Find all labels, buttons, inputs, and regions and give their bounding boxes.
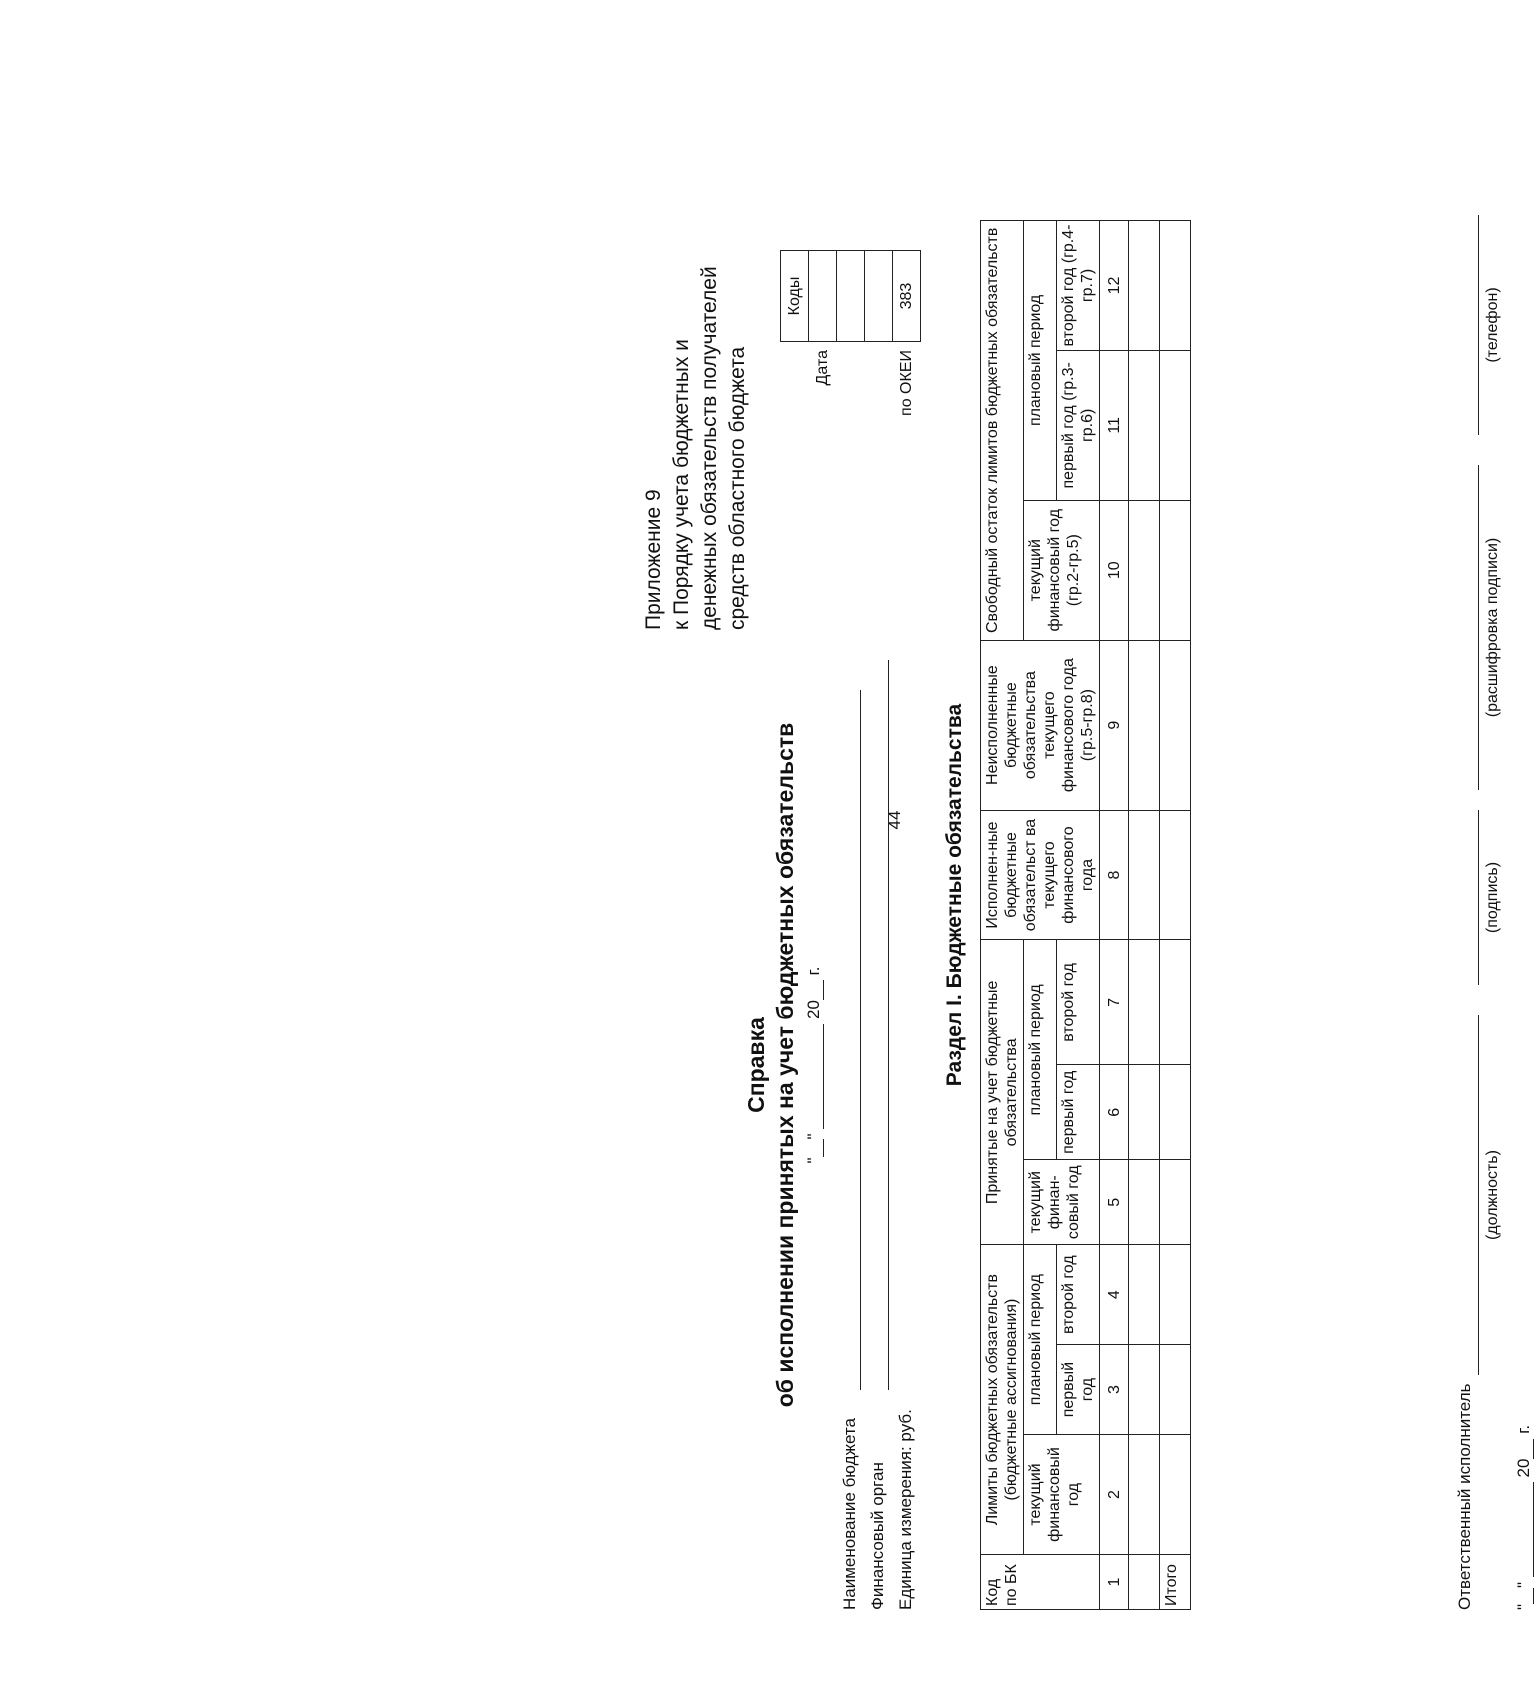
header-free-current: текущий финансовый год (гр.2-гр.5)	[1024, 500, 1100, 640]
col-num: 9	[1100, 640, 1129, 810]
header-accepted-planning: плановый период	[1024, 940, 1057, 1160]
code-cell-3	[865, 251, 893, 342]
appendix-line-4: средств областного бюджета	[726, 346, 749, 630]
document-title: Справка	[743, 1017, 769, 1113]
header-accepted-second: второй год	[1057, 940, 1100, 1065]
form-sheet	[640, 170, 1540, 1620]
col-num: 12	[1100, 221, 1129, 351]
header-limits-planning: плановый период	[1024, 1245, 1057, 1435]
phone-line	[1478, 215, 1479, 435]
decoding-line	[1478, 465, 1479, 790]
appendix-line-1: Приложение 9	[642, 489, 665, 630]
section-title: Раздел I. Бюджетные обязательства	[943, 703, 966, 1087]
signature-caption: (подпись)	[1484, 861, 1501, 934]
document-subtitle: об исполнении принятых на учет бюджетных обязательств	[772, 722, 798, 1408]
code-cell-2	[837, 251, 865, 342]
signature-line	[1478, 810, 1479, 985]
financial-body-label: Финансовый орган	[868, 1462, 887, 1610]
appendix-line-2: к Порядку учета бюджетных и	[670, 339, 693, 630]
budget-name-line	[860, 690, 861, 1390]
col-num: 10	[1100, 500, 1129, 640]
unit-label: Единица измерения: руб.	[896, 1409, 915, 1610]
header-accepted-current: текущий финан-совый год	[1024, 1160, 1100, 1245]
col-num: 3	[1100, 1345, 1129, 1435]
col-num: 11	[1100, 350, 1129, 500]
col-num: 7	[1100, 940, 1129, 1065]
codes-header: Коды	[781, 251, 809, 342]
header-accepted-first: первый год	[1057, 1065, 1100, 1160]
page-number: 44	[885, 810, 904, 830]
footer-date: "" 20 г.	[1514, 1424, 1533, 1610]
header-free-balance: Свободный остаток лимитов бюджетных обязательств	[981, 221, 1024, 641]
obligations-table	[980, 220, 1191, 1610]
header-limits: Лимиты бюджетных обязательств (бюджетные ассигнования)	[981, 1245, 1024, 1555]
header-accepted: Принятые на учет бюджетные обязательства	[981, 940, 1024, 1245]
header-free-first: первый год (гр.3-гр.6)	[1057, 350, 1100, 500]
header-free-planning: плановый период	[1024, 221, 1057, 501]
header-executed: Исполнен-ные бюджетные обязательст ва текущего финансового года	[981, 810, 1100, 940]
col-num: 8	[1100, 810, 1129, 940]
header-unfulfilled: Неисполненные бюджетные обязательства текущего финансового года (гр.5-гр.8)	[981, 640, 1100, 810]
header-limits-second: второй год	[1057, 1245, 1100, 1345]
header-limits-first: первый год	[1057, 1345, 1100, 1435]
okei-label: по ОКЕИ	[897, 350, 915, 416]
okei-value: 383	[893, 251, 921, 342]
codes-box	[780, 250, 921, 460]
appendix-line-3: денежных обязательств получателей	[698, 266, 721, 630]
col-num: 6	[1100, 1065, 1129, 1160]
total-label: Итого	[1160, 1555, 1191, 1610]
header-kbk: Код по БК	[981, 1555, 1100, 1610]
col-num: 4	[1100, 1245, 1129, 1345]
header-limits-current: текущий финансовый год	[1024, 1435, 1100, 1555]
phone-caption: (телефон)	[1484, 287, 1501, 363]
financial-body-line	[888, 660, 889, 1390]
decoding-caption: (расшифровка подписи)	[1484, 537, 1501, 718]
date-label: Дата	[813, 350, 831, 386]
appendix-note	[640, 266, 752, 630]
col-num: 2	[1100, 1435, 1129, 1555]
total-row	[1160, 221, 1191, 1610]
col-num: 1	[1100, 1555, 1129, 1610]
position-line	[1478, 1015, 1479, 1375]
column-numbers-row	[1100, 221, 1129, 1610]
header-free-second: второй год (гр.4-гр.7)	[1057, 221, 1100, 351]
budget-name-label: Наименование бюджета	[840, 1418, 859, 1610]
date-code-cell	[809, 251, 837, 342]
report-date: "" 20 г.	[804, 966, 823, 1164]
responsible-label: Ответственный исполнитель	[1455, 1383, 1474, 1610]
position-caption: (должность)	[1484, 1150, 1501, 1240]
col-num: 5	[1100, 1160, 1129, 1245]
table-row	[1129, 221, 1160, 1610]
